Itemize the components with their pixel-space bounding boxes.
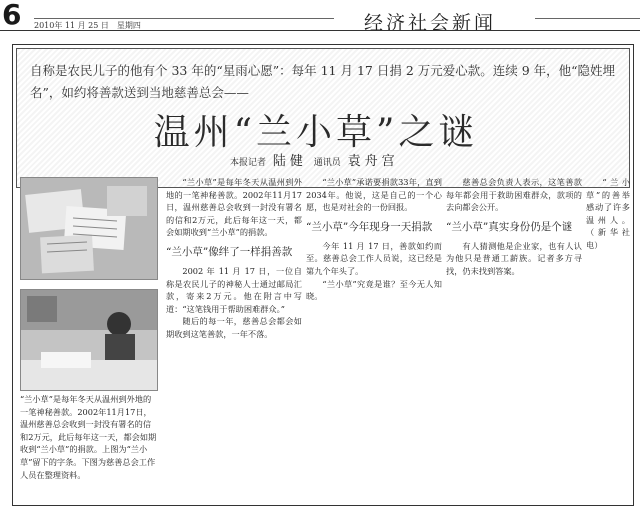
subheading: “兰小草”像绊了一样捐善款 bbox=[166, 245, 293, 258]
paragraph: “兰小草”是每年冬天从温州到外地的一笔神秘善款。2002年11月17日，温州慈善总会收到一封没有署名的信和2万元，此后每年这一天，都会如期收到“兰小草”的捐款。 bbox=[166, 177, 302, 238]
header-divider bbox=[0, 30, 640, 31]
photo-documents bbox=[20, 177, 158, 280]
section-title: 经济社会新闻 bbox=[364, 12, 497, 34]
article-byline bbox=[230, 150, 403, 169]
page-number: 6 bbox=[2, 0, 22, 31]
photo-office bbox=[20, 289, 158, 391]
article-column bbox=[586, 176, 630, 252]
article-headline: 温州“兰小草”之谜 bbox=[153, 112, 479, 153]
byline-reporter: 陆健 bbox=[272, 154, 307, 169]
photo-caption: “兰小草”是每年冬天从温州到外地的一笔神秘善款。2002年11月17日，温州慈善总会收到一封没有署名的信和2万元，此后每年这一天，都会如期收到“兰小草”的捐款。上图为“兰小草”留下的字条。下图为慈善总会工作人员在整理资料。 bbox=[20, 394, 157, 480]
article-column bbox=[166, 176, 302, 341]
subheading: “兰小草”今年现身一天捐款 bbox=[306, 220, 433, 233]
subheading: “兰小草”真实身份仍是个谜 bbox=[446, 220, 573, 233]
byline-correspondent: 袁舟宫 bbox=[347, 154, 399, 169]
header-rule-left bbox=[34, 18, 334, 19]
paragraph: “兰小草”承诺要捐款33年，直到2034年。他说，这是自己的一个心愿，也是对社会的一份回报。 bbox=[306, 177, 442, 213]
article-column bbox=[306, 176, 442, 303]
header-rule-right bbox=[535, 18, 640, 19]
byline-prefix: 本报记者 bbox=[230, 158, 267, 168]
paragraph: 今年 11 月 17 日，善款如约而至。慈善总会工作人员说，这已经是第九个年头了。 bbox=[306, 240, 442, 276]
documents-photo-image bbox=[21, 178, 157, 279]
article-lede: 自称是农民儿子的他有个 33 年的“星雨心愿”：每年 11 月 17 日捐 2 万元爱心款。连续 9 年，他“隐姓埋名”，如约将善款送到当地慈善总会—— bbox=[30, 63, 616, 100]
paragraph: “兰小草”的善举感动了许多温州人。（新华社电） bbox=[586, 177, 630, 250]
paragraph: 2002 年 11 月 17 日，一位自称是农民儿子的神秘人士通过邮局汇款，寄来2万元。他在附言中写道：“这笔钱用于帮助困难群众。” bbox=[166, 265, 302, 314]
paragraph: “兰小草”究竟是谁？至今无人知晓。 bbox=[306, 278, 442, 302]
paragraph: 慈善总会负责人表示，这笔善款每年都会用于救助困难群众，款项的去向都会公开。 bbox=[446, 177, 582, 213]
article-column bbox=[446, 176, 582, 278]
paragraph: 随后的每一年，慈善总会都会如期收到这笔善款，一年不落。 bbox=[166, 316, 302, 339]
issue-date: 2010年 11 月 25 日 星期四 bbox=[34, 21, 141, 30]
office-photo-image bbox=[21, 290, 157, 390]
paragraph: 有人猜测他是企业家，也有人认为他只是普通工薪族。记者多方寻找，仍未找到答案。 bbox=[446, 240, 582, 276]
byline-middle: 通讯员 bbox=[313, 158, 341, 168]
